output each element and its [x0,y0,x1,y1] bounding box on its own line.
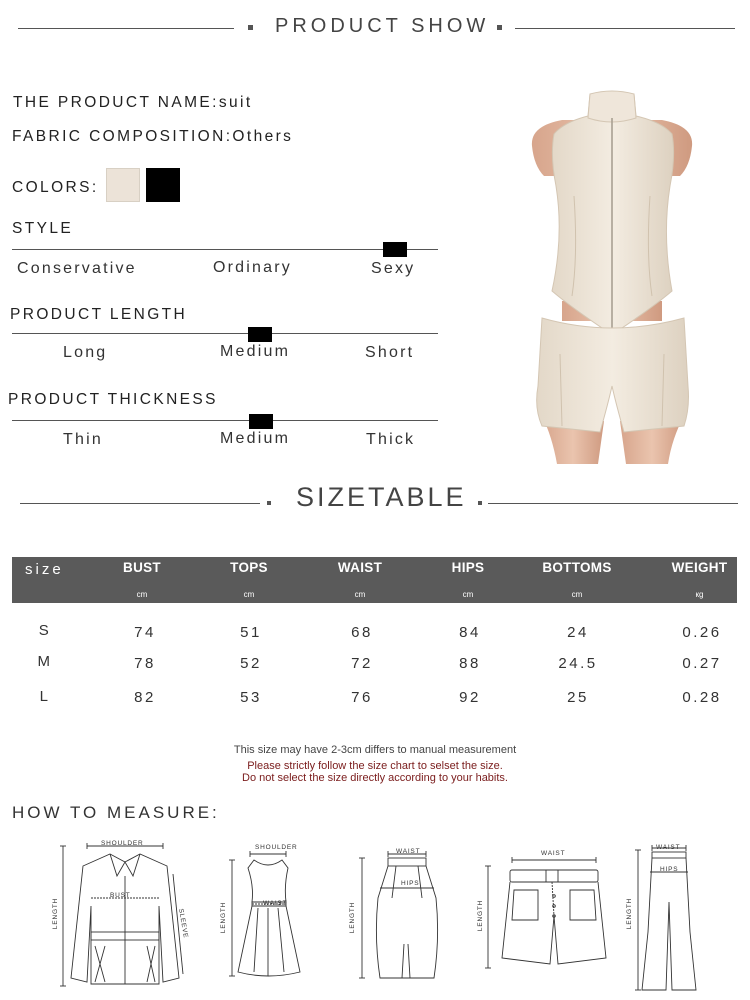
style-label-conservative: Conservative [17,260,137,277]
shorts-waist-label: WAIST [541,850,566,857]
thickness-scale-line [12,420,438,421]
length-level-marker [248,327,272,342]
thickness-title: PRODUCT THICKNESS [8,391,218,408]
row-m-waist: 72 [351,655,373,672]
row-s-waist: 68 [351,624,373,641]
row-m-size: M [37,653,53,670]
col-header-size: size [25,561,64,578]
col-header-weight: WEIGHT [671,560,728,575]
dress-length-label: LENGTH [220,901,228,934]
thickness-label-thin: Thin [63,431,103,448]
style-label-sexy: Sexy [371,260,416,277]
row-l-size: L [39,688,51,705]
page-title: PRODUCT SHOW [275,15,490,37]
colors-label: COLORS: [12,179,99,196]
thickness-label-thick: Thick [366,431,416,448]
row-m-bottoms: 24.5 [558,655,598,672]
dress-waist-label: WAIST [263,900,288,907]
style-level-marker [383,242,407,257]
size-warning-2: Do not select the size directly according to your habits. [242,772,508,784]
row-s-weight: 0.26 [682,624,722,641]
length-scale-line [12,333,438,334]
row-m-bust: 78 [134,655,156,672]
size-table-header [12,557,737,603]
shorts-length-label: LENGTH [477,899,485,932]
jacket-bust-label: BUST [110,892,131,899]
thickness-level-marker [249,414,273,429]
style-title: STYLE [12,220,74,237]
row-m-weight: 0.27 [682,655,722,672]
pants-waist-label: WAIST [656,844,681,851]
sizetable-dot-right [478,501,482,505]
row-l-waist: 76 [351,689,373,706]
shorts-diagram [484,850,614,970]
length-title: PRODUCT LENGTH [10,306,188,323]
sizetable-dot-left [267,501,271,505]
unit-weight: кg [695,590,704,599]
col-header-bust: BUST [123,560,161,575]
col-header-bottoms: BOTTOMS [542,560,612,575]
product-name: THE PRODUCT NAME:suit [13,94,253,111]
header-line-left [18,28,234,29]
thickness-label-medium: Medium [220,430,291,447]
color-swatch-black[interactable] [146,168,180,202]
dress-shoulder-label: SHOULDER [255,844,298,851]
skirt-diagram [358,848,448,988]
unit-waist: cm [354,590,366,599]
col-header-waist: WAIST [337,560,383,575]
style-label-ordinary: Ordinary [213,259,292,276]
skirt-length-label: LENGTH [349,901,357,934]
row-s-hips: 84 [459,624,481,641]
row-l-bottoms: 25 [567,689,589,706]
length-label-long: Long [63,344,108,361]
pants-length-label: LENGTH [626,897,634,930]
skirt-waist-label: WAIST [396,848,421,855]
sizetable-line-right [488,503,738,504]
dress-diagram [228,846,308,986]
row-l-tops: 53 [240,689,262,706]
row-m-tops: 52 [240,655,262,672]
pants-hips-label: HIPS [660,866,679,873]
col-header-tops: TOPS [230,560,268,575]
sizetable-line-left [20,503,260,504]
jacket-diagram [55,836,195,996]
row-s-tops: 51 [240,624,262,641]
header-dot-left [248,25,253,30]
row-l-hips: 92 [459,689,481,706]
col-header-hips: HIPS [451,560,485,575]
length-label-medium: Medium [220,343,291,360]
jacket-shoulder-label: SHOULDER [101,840,144,847]
unit-bust: cm [136,590,148,599]
jacket-length-label: LENGTH [52,897,60,930]
product-photo [512,86,712,466]
row-l-bust: 82 [134,689,156,706]
skirt-hips-label: HIPS [401,880,420,887]
header-dot-right [497,25,502,30]
sizetable-title: SIZETABLE [296,482,467,512]
row-s-bust: 74 [134,624,156,641]
size-warning-1: Please strictly follow the size chart to selset the size. [247,760,503,772]
row-s-size: S [38,622,52,639]
how-to-measure-title: HOW TO MEASURE: [12,803,220,822]
measurement-note: This size may have 2-3cm differs to manual measurement [233,744,517,756]
style-scale-line [12,249,438,250]
jacket-sleeve-label: SLEEVE [176,908,190,939]
fabric-composition: FABRIC COMPOSITION:Others [12,128,294,145]
color-swatch-beige[interactable] [106,168,140,202]
unit-tops: cm [243,590,255,599]
row-l-weight: 0.28 [682,689,722,706]
row-m-hips: 88 [459,655,481,672]
length-label-short: Short [365,344,415,361]
unit-bottoms: cm [571,590,583,599]
row-s-bottoms: 24 [567,624,589,641]
unit-hips: cm [462,590,474,599]
header-line-right [515,28,735,29]
